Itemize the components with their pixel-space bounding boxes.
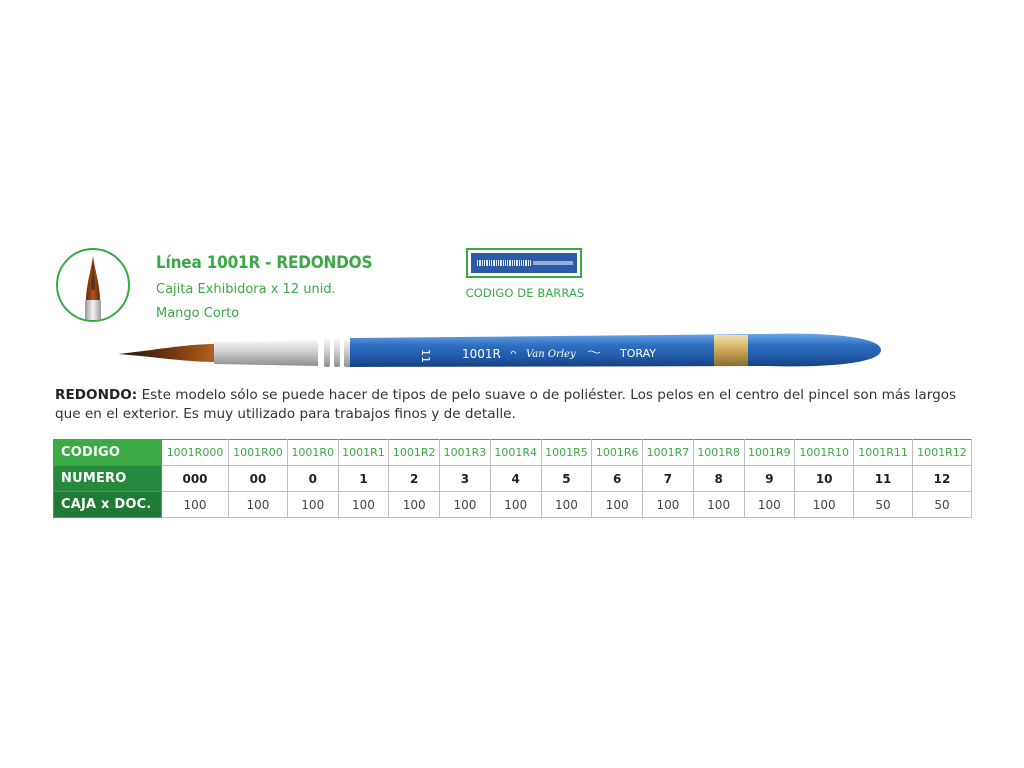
table-cell: 100 (643, 492, 694, 518)
table-cell: 100 (490, 492, 541, 518)
table-cell: 50 (912, 492, 971, 518)
table-cell: 00 (229, 466, 288, 492)
table-cell: 000 (162, 466, 229, 492)
table-cell: 100 (389, 492, 440, 518)
table-cell: 1001R9 (744, 440, 795, 466)
table-cell: 1001R1 (338, 440, 389, 466)
product-line-title: Línea 1001R - REDONDOS (156, 253, 373, 273)
table-cell: 0 (287, 466, 338, 492)
table-cell: 1001R8 (693, 440, 744, 466)
barcode-label: CODIGO DE BARRAS (465, 286, 585, 300)
table-cell: 100 (744, 492, 795, 518)
table-cell: 3 (440, 466, 491, 492)
paintbrush-image (116, 330, 886, 370)
specification-table (53, 439, 972, 518)
table-cell: 5 (541, 466, 592, 492)
product-packaging-text: Cajita Exhibidora x 12 unid. (156, 282, 336, 297)
table-cell: 1001R00 (229, 440, 288, 466)
table-cell: 100 (162, 492, 229, 518)
table-cell: 11 (854, 466, 913, 492)
table-cell: 1 (338, 466, 389, 492)
table-cell: 1001R10 (795, 440, 854, 466)
table-cell: 100 (287, 492, 338, 518)
table-cell: 6 (592, 466, 643, 492)
table-cell: 100 (795, 492, 854, 518)
table-cell: 1001R12 (912, 440, 971, 466)
row-header: CODIGO (54, 440, 162, 466)
table-cell: 1001R3 (440, 440, 491, 466)
table-cell: 4 (490, 466, 541, 492)
product-description (55, 386, 975, 424)
table-cell: 100 (229, 492, 288, 518)
brush-brand-mark: Van Orley (526, 349, 576, 360)
table-cell: 9 (744, 466, 795, 492)
brush-model-mark: 1001R (462, 347, 501, 361)
table-cell: 100 (440, 492, 491, 518)
description-text: Este modelo sólo se puede hacer de tipos de pelo suave o de poliéster. Los pelos en el centro del pincel son más largos que en el exterior. Es muy utilizado para trabajos finos y de detalle. (55, 387, 957, 422)
table-cell: 12 (912, 466, 971, 492)
row-header: CAJA x DOC. (54, 492, 162, 518)
table-cell: 1001R000 (162, 440, 229, 466)
table-cell: 100 (592, 492, 643, 518)
table-cell: 100 (693, 492, 744, 518)
table-cell: 8 (693, 466, 744, 492)
table-cell: 100 (338, 492, 389, 518)
barcode-frame (466, 248, 582, 278)
table-cell: 1001R5 (541, 440, 592, 466)
table-row (54, 466, 972, 492)
row-header: NUMERO (54, 466, 162, 492)
table-cell: 10 (795, 466, 854, 492)
table-cell: 1001R7 (643, 440, 694, 466)
brush-fiber-mark: TORAY (620, 347, 656, 360)
table-cell: 1001R4 (490, 440, 541, 466)
table-cell: 50 (854, 492, 913, 518)
table-cell: 1001R11 (854, 440, 913, 466)
table-cell: 1001R2 (389, 440, 440, 466)
table-row (54, 492, 972, 518)
table-cell: 7 (643, 466, 694, 492)
brush-tip-icon (58, 250, 128, 320)
table-row (54, 440, 972, 466)
table-cell: 2 (389, 466, 440, 492)
brush-size-mark: 11 (419, 349, 432, 363)
description-term: REDONDO: (55, 387, 138, 403)
product-handle-text: Mango Corto (156, 306, 240, 321)
brush-tip-thumbnail (56, 248, 130, 322)
table-cell: 100 (541, 492, 592, 518)
barcode-image (471, 253, 577, 273)
table-cell: 1001R6 (592, 440, 643, 466)
table-cell: 1001R0 (287, 440, 338, 466)
